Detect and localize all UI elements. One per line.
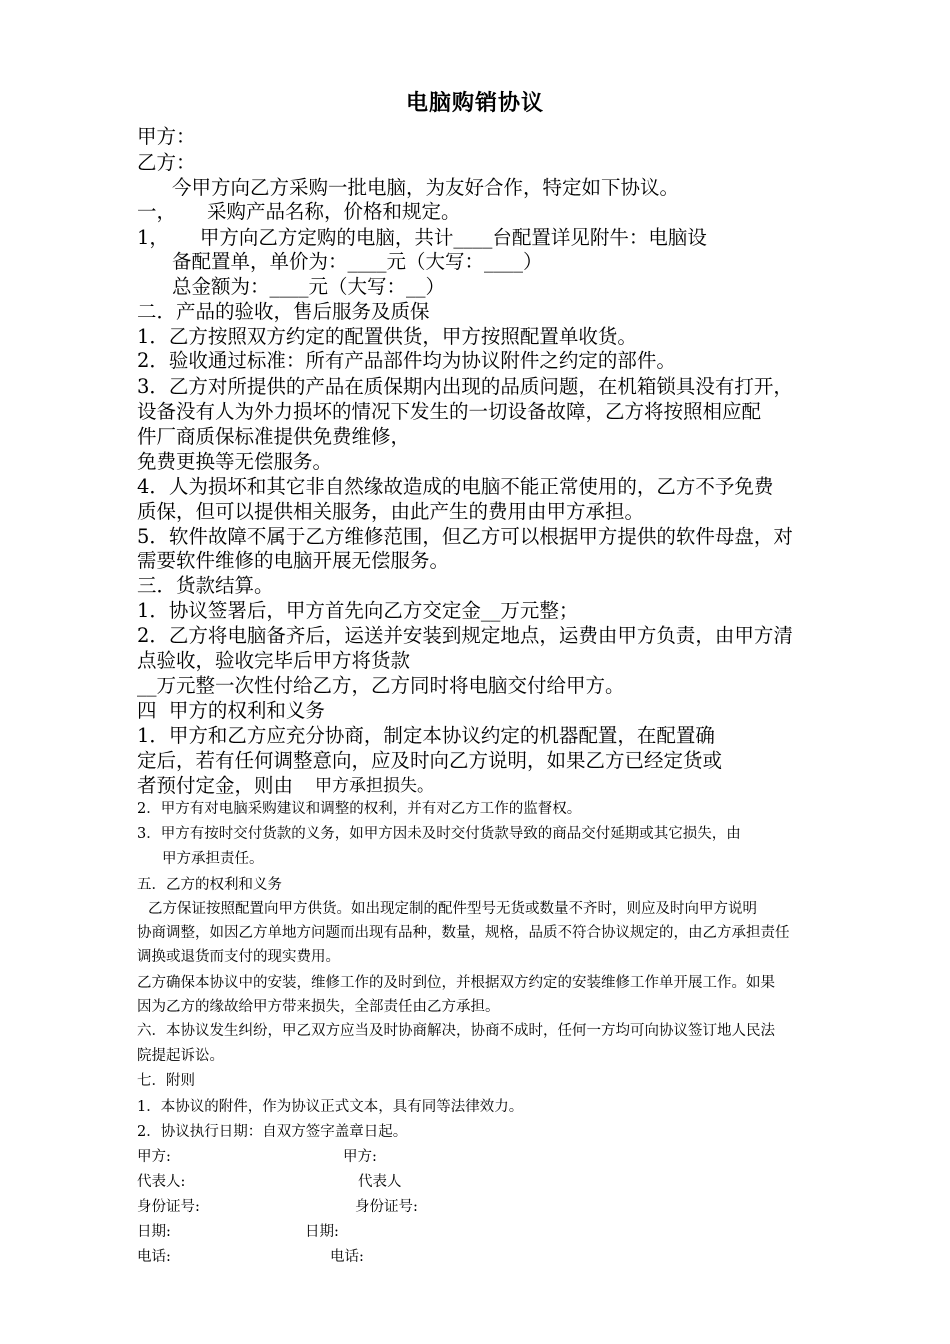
section-4-item-2: 2．甲方有对电脑采购建议和调整的权利，并有对乙方工作的监督权。	[137, 801, 582, 817]
section-3-item-2-line-2: 点验收，验收完毕后甲方将货款	[137, 649, 411, 672]
section-3-item-1: 1．协议签署后，甲方首先向乙方交定金__万元整；	[137, 599, 579, 622]
section-2-item-2: 2．验收通过标准：所有产品部件均为协议附件之约定的部件。	[137, 349, 676, 372]
section-2-item-3-line-3: 件厂商质保标准提供免费维修，	[137, 425, 411, 448]
section-5-para-1-line-3: 调换或退货而支付的现实费用。	[137, 949, 340, 965]
section-3-item-2-line-3: __万元整一次性付给乙方，乙方同时将电脑交付给甲方。	[137, 674, 625, 697]
signature-right-phone-label: 电话:	[330, 1249, 364, 1265]
signature-left-id-label: 身份证号:	[137, 1199, 200, 1215]
section-3-item-2-line-1: 2．乙方将电脑备齐后，运送并安装到规定地点，运费由甲方负责，由甲方清	[137, 624, 793, 647]
section-2-item-5-line-1: 5．软件故障不属于乙方维修范围，但乙方可以根据甲方提供的软件母盘，对	[137, 525, 793, 548]
section-6-line-2: 院提起诉讼。	[137, 1048, 224, 1064]
section-5-para-1-line-2: 协商调整，如因乙方单地方问题而出现有品种，数量，规格，品质不符合协议规定的，由乙方承担责任	[137, 925, 790, 941]
section-2-item-3-line-2: 设备没有人为外力损坏的情况下发生的一切设备故障，乙方将按照相应配	[137, 400, 762, 423]
section-1-heading: 一， 采购产品名称，价格和规定。	[137, 200, 461, 223]
section-7-heading: 七．附则	[137, 1073, 195, 1089]
intro-paragraph: 今甲方向乙方采购一批电脑，为友好合作，特定如下协议。	[172, 176, 680, 199]
section-2-heading: 二．产品的验收，售后服务及质保	[137, 300, 430, 323]
party-a-line: 甲方：	[137, 125, 196, 148]
signature-left-phone-label: 电话:	[137, 1249, 171, 1265]
section-4-item-1-line-2: 定后，若有任何调整意向，应及时向乙方说明，如果乙方已经定货或	[137, 749, 723, 772]
section-6-line-1: 六．本协议发生纠纷，甲乙双方应当及时协商解决，协商不成时，任何一方均可向协议签订地人民法	[137, 1023, 775, 1039]
section-5-heading: 五．乙方的权利和义务	[137, 877, 282, 893]
section-5-para-1-line-1: 乙方保证按照配置向甲方供货。如出现定制的配件型号无货或数量不齐时，则应及时向甲方说明	[148, 901, 757, 917]
signature-right-id-label: 身份证号:	[355, 1199, 418, 1215]
section-1-item-1-line-3: 总金额为：____元（大写：__）	[172, 275, 446, 298]
section-7-item-1: 1．本协议的附件，作为协议正式文本，具有同等法律效力。	[137, 1099, 524, 1115]
section-4-item-3-line-1: 3．甲方有按时交付货款的义务，如甲方因未及时交付货款导致的商品交付延期或其它损失，由	[137, 826, 741, 842]
signature-left-representative-label: 代表人:	[137, 1174, 186, 1190]
document-title: 电脑购销协议	[405, 91, 544, 116]
section-4-item-3-line-2: 甲方承担责任。	[162, 851, 264, 867]
party-b-line: 乙方：	[137, 151, 196, 174]
section-5-para-2-line-1: 乙方确保本协议中的安装，维修工作的及时到位，并根据双方约定的安装维修工作单开展工作。如果	[137, 975, 775, 991]
signature-left-date-label: 日期:	[137, 1224, 171, 1240]
section-2-item-5-line-2: 需要软件维修的电脑开展无偿服务。	[137, 549, 450, 572]
section-2-item-4-line-2: 质保，但可以提供相关服务，由此产生的费用由甲方承担。	[137, 500, 645, 523]
section-4-item-1-line-3: 者预付定金，则由	[137, 774, 294, 797]
section-2-item-3-line-1: 3．乙方对所提供的产品在质保期内出现的品质问题，在机箱锁具没有打开，	[137, 375, 793, 398]
section-4-heading: 四 甲方的权利和义务	[137, 699, 325, 722]
section-4-item-1-line-1: 1．甲方和乙方应充分协商，制定本协议约定的机器配置，在配置确	[137, 724, 715, 747]
section-7-item-2: 2．协议执行日期：自双方签字盖章日起。	[137, 1124, 408, 1140]
section-5-para-2-line-2: 因为乙方的缘故给甲方带来损失，全部责任由乙方承担。	[137, 999, 500, 1015]
section-3-heading: 三．货款结算。	[137, 574, 274, 597]
signature-party-a-label: 甲方:	[137, 1149, 171, 1165]
section-1-item-1-line-2: 备配置单，单价为：____元（大写：____）	[172, 250, 543, 273]
signature-party-b-label: 甲方:	[343, 1149, 377, 1165]
signature-right-representative-label: 代表人	[358, 1174, 402, 1190]
section-2-item-4-line-1: 4．人为损坏和其它非自然缘故造成的电脑不能正常使用的，乙方不予免费	[137, 475, 774, 498]
section-2-item-3-line-4: 免费更换等无偿服务。	[137, 450, 333, 473]
section-2-item-1: 1．乙方按照双方约定的配置供货，甲方按照配置单收货。	[137, 325, 637, 348]
section-4-item-1-line-3-tail: 甲方承担损失。	[315, 776, 434, 796]
signature-right-date-label: 日期:	[305, 1224, 339, 1240]
section-1-item-1-line-1: 1， 甲方向乙方定购的电脑，共计____台配置详见附牛：电脑设	[137, 226, 707, 249]
